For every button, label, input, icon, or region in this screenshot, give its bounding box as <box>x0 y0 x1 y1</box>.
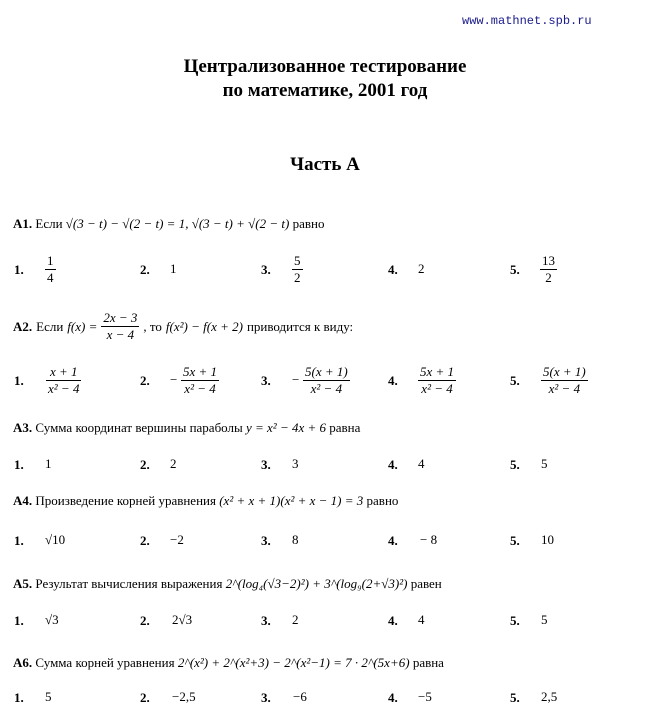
answer-option[interactable]: 5 <box>541 456 548 471</box>
answer-option[interactable]: 3 <box>292 456 299 471</box>
question-a4 <box>13 493 398 509</box>
answer-option[interactable]: 4 <box>418 456 425 471</box>
question-expression: f(x²) − f(x + 2) <box>165 318 243 334</box>
answer-number: 2. <box>140 690 150 705</box>
answer-sign: − <box>170 372 178 387</box>
question-a5 <box>13 576 442 592</box>
answer-number: 3. <box>261 690 271 705</box>
answer-sign: − <box>292 372 300 387</box>
answer-option[interactable]: − 8 <box>420 532 438 547</box>
answer-option[interactable]: 2,5 <box>541 689 558 704</box>
question-suffix: приводится к виду: <box>246 318 354 334</box>
question-expression: 2^(x²) + 2^(x²+3) − 2^(x²−1) = 7 · 2^(5x+6) <box>177 655 410 670</box>
answer-option[interactable]: $\frac{5}{2}$ <box>294 253 301 285</box>
answer-number: 1. <box>14 690 24 705</box>
answer-number: 5. <box>510 690 520 705</box>
question-a6 <box>13 655 444 671</box>
title-line-2: по математике, 2001 год <box>222 80 428 101</box>
function-definition: f(x) = <box>67 318 98 334</box>
answer-option[interactable]: $\frac{5x + 1}{\text{x² − 4}}$ <box>183 364 218 396</box>
answer-number: 5. <box>510 457 520 472</box>
answer-number: 1. <box>14 373 24 388</box>
answer-number: 1. <box>14 533 24 548</box>
question-suffix: равна <box>412 655 444 670</box>
answer-option[interactable]: 2√3 <box>172 612 193 627</box>
answer-number: 3. <box>261 613 271 628</box>
answer-option[interactable]: 1 <box>170 261 177 276</box>
answer-option[interactable]: 10 <box>541 532 554 547</box>
answer-number: 3. <box>261 533 271 548</box>
question-text: Произведение корней уравнения <box>35 493 216 508</box>
question-text: Если <box>36 318 64 334</box>
answer-number: 3. <box>261 262 271 277</box>
answer-option[interactable]: 2 <box>418 261 425 276</box>
question-expression: 2^(log₄(√3−2)²) + 3^(log₉(2+√3)²) <box>225 576 408 591</box>
question-expression: √(3 − t) − √(2 − t) = 1, √(3 − t) + √(2 − t) <box>65 216 290 231</box>
question-expression: (x² + x + 1)(x² + x − 1) = 3 <box>219 493 364 508</box>
answer-option[interactable]: 2 <box>292 612 299 627</box>
answer-number: 2. <box>140 533 150 548</box>
question-label: A4. <box>13 493 33 508</box>
answer-number: 3. <box>261 457 271 472</box>
question-label: A1. <box>13 216 33 231</box>
question-text: Сумма корней уравнения <box>35 655 175 670</box>
answer-option[interactable]: 1 <box>45 456 52 471</box>
answer-option[interactable]: $\frac{x + 1}{\text{x² − 4}}$ <box>48 364 80 396</box>
answer-option[interactable]: 8 <box>292 532 299 547</box>
answer-option[interactable]: $\frac{5x + 1}{\text{x² − 4}}$ <box>420 364 455 396</box>
answer-option[interactable]: $\frac{1}{4}$ <box>47 253 54 285</box>
function-fraction: $\frac{2x - 3}{x - 4}$ <box>103 310 138 342</box>
answer-number: 3. <box>261 373 271 388</box>
question-text: Сумма координат вершины параболы <box>35 420 243 435</box>
answer-number: 4. <box>388 690 398 705</box>
title-line-1: Централизованное тестирование <box>183 56 467 77</box>
answer-option[interactable]: 2 <box>170 456 177 471</box>
answer-number: 5. <box>510 613 520 628</box>
answer-option[interactable]: $\frac{5(x + 1)}{\text{x² − 4}}$ <box>305 364 348 396</box>
answer-number: 2. <box>140 457 150 472</box>
answer-number: 5. <box>510 373 520 388</box>
question-suffix: равно <box>292 216 325 231</box>
part-title: Часть А <box>290 154 360 175</box>
answer-option[interactable]: −2,5 <box>172 689 196 704</box>
answer-number: 1. <box>14 262 24 277</box>
answer-option[interactable]: −6 <box>293 689 307 704</box>
question-text: Результат вычисления выражения <box>35 576 223 591</box>
answer-option[interactable]: √10 <box>45 532 66 547</box>
answer-option[interactable]: −2 <box>170 532 184 547</box>
question-label: A2. <box>13 318 33 334</box>
question-text: Если <box>35 216 63 231</box>
question-a3 <box>13 420 360 436</box>
answer-number: 1. <box>14 613 24 628</box>
answer-number: 1. <box>14 457 24 472</box>
answer-option[interactable]: 4 <box>418 612 425 627</box>
answer-number: 2. <box>140 262 150 277</box>
answer-number: 4. <box>388 457 398 472</box>
answer-number: 4. <box>388 373 398 388</box>
question-label: A6. <box>13 655 33 670</box>
question-suffix: равна <box>329 420 361 435</box>
answer-number: 5. <box>510 533 520 548</box>
answer-number: 5. <box>510 262 520 277</box>
question-suffix: равен <box>410 576 442 591</box>
answer-number: 2. <box>140 613 150 628</box>
answer-option[interactable]: 5 <box>541 612 548 627</box>
site-url[interactable]: www.mathnet.spb.ru <box>462 14 592 28</box>
answer-option[interactable]: $\frac{13}{2}$ <box>542 253 555 285</box>
answer-number: 2. <box>140 373 150 388</box>
answer-number: 4. <box>388 533 398 548</box>
question-a2 <box>13 310 353 343</box>
question-expression: y = x² − 4x + 6 <box>245 420 327 435</box>
answer-number: 4. <box>388 262 398 277</box>
question-suffix: равно <box>366 493 399 508</box>
answer-option[interactable]: 5 <box>45 689 52 704</box>
answer-option[interactable]: −5 <box>418 689 432 704</box>
answer-number: 4. <box>388 613 398 628</box>
question-label: A5. <box>13 576 33 591</box>
question-connector: , то <box>143 318 162 334</box>
question-label: A3. <box>13 420 33 435</box>
answer-option[interactable]: $\frac{5(x + 1)}{\text{x² − 4}}$ <box>543 364 586 396</box>
answer-option[interactable]: √3 <box>45 612 59 627</box>
question-a1 <box>13 216 324 232</box>
